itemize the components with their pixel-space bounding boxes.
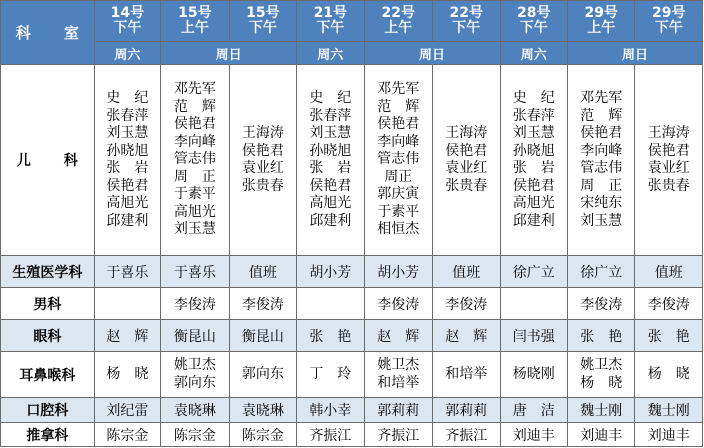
duty-cell: 陈宗金 [229, 423, 296, 447]
dept-column-header: 科 室 [1, 1, 95, 65]
doctor-name: 姚卫杰 [173, 357, 216, 373]
doctor-name: 刘玉慧 [512, 125, 555, 141]
doctor-name: 王海涛 [241, 125, 284, 141]
doctor-list-cell [500, 65, 567, 256]
doctor-name: 侯艳君 [106, 177, 149, 194]
doctor-name: 王海涛 [647, 125, 690, 141]
duty-cell: 张 艳 [635, 320, 703, 352]
doctor-name: 侯艳君 [241, 142, 284, 159]
date-header-cell: 14号 下午 [94, 1, 160, 42]
duty-cell: 值班 [229, 256, 296, 288]
doctor-name: 郭庆寅 [377, 186, 420, 203]
doctor-name: 管志伟 [377, 151, 420, 168]
dept-label-andrology: 男科 [1, 288, 95, 320]
doctor-name: 和培举 [377, 374, 420, 391]
doctor-name: 杨晓刚 [512, 365, 555, 382]
table-row-stomatology [1, 398, 703, 423]
duty-cell [297, 288, 364, 320]
duty-cell: 闫书强 [500, 320, 567, 352]
doctor-name: 刘玉慧 [106, 125, 149, 141]
duty-cell: 齐振江 [297, 423, 364, 447]
duty-cell: 魏士刚 [635, 398, 703, 423]
doctor-name: 侯艳君 [309, 177, 352, 194]
dept-label-pediatrics: 儿 科 [1, 65, 95, 256]
ent-cell [567, 352, 634, 398]
doctor-name: 张春萍 [309, 107, 352, 124]
doctor-name: 史 纪 [512, 90, 555, 106]
weekday-header-cell: 周六 [94, 42, 160, 65]
doctor-name: 史 纪 [309, 90, 352, 106]
ent-cell [433, 352, 500, 398]
ent-cell [229, 352, 296, 398]
date-header-cell: 22号 上午 [364, 1, 432, 42]
doctor-name: 袁业红 [647, 160, 690, 176]
date-header-cell: 29号 下午 [635, 1, 703, 42]
date-header-cell: 21号 下午 [297, 1, 364, 42]
doctor-name: 李向峰 [580, 142, 623, 159]
doctor-name: 周正 [384, 168, 413, 185]
doctor-name: 张 岩 [512, 160, 555, 176]
doctor-name: 刘玉慧 [580, 212, 623, 229]
weekday-header-cell: 周日 [364, 42, 500, 65]
ent-cell [94, 352, 160, 398]
duty-cell [94, 288, 160, 320]
doctor-name: 周 正 [580, 177, 623, 194]
table-row-pediatrics [1, 65, 703, 256]
doctor-name: 侯艳君 [173, 116, 216, 133]
duty-cell: 胡小芳 [364, 256, 432, 288]
doctor-name: 孙晓旭 [106, 142, 149, 159]
doctor-list-cell [229, 65, 296, 256]
doctor-name: 范 辉 [580, 107, 623, 124]
duty-cell: 魏士刚 [567, 398, 634, 423]
duty-cell: 赵 辉 [364, 320, 432, 352]
ent-cell [161, 352, 229, 398]
doctor-name: 丁 玲 [309, 365, 352, 382]
doctor-name: 范 辉 [173, 98, 216, 115]
duty-cell: 郭莉莉 [433, 398, 500, 423]
dept-label-ent: 耳鼻喉科 [1, 352, 95, 398]
doctor-name: 高旭光 [106, 195, 149, 211]
doctor-name: 于素平 [173, 186, 216, 203]
duty-cell: 齐振江 [364, 423, 432, 447]
dept-label-stomatology: 口腔科 [1, 398, 95, 423]
duty-cell: 陈宗金 [94, 423, 160, 447]
doctor-name: 邓先军 [377, 81, 420, 98]
duty-cell: 齐振江 [433, 423, 500, 447]
ent-cell [297, 352, 364, 398]
doctor-list-cell [567, 65, 634, 256]
duty-cell: 徐广立 [500, 256, 567, 288]
doctor-list-cell [635, 65, 703, 256]
doctor-name: 周 正 [173, 168, 216, 185]
table-row-ophthalmology [1, 320, 703, 352]
duty-cell: 李俊涛 [433, 288, 500, 320]
doctor-name: 孙晓旭 [512, 142, 555, 159]
doctor-name: 张春萍 [106, 107, 149, 124]
doctor-name: 侯艳君 [512, 177, 555, 194]
doctor-name: 张贵春 [445, 177, 488, 194]
doctor-name: 侯艳君 [580, 125, 623, 141]
duty-cell: 陈宗金 [161, 423, 229, 447]
table-row-andrology [1, 288, 703, 320]
weekday-header-cell: 周日 [161, 42, 297, 65]
duty-cell: 刘纪雷 [94, 398, 160, 423]
doctor-name: 和培举 [445, 365, 488, 382]
duty-cell: 衡昆山 [229, 320, 296, 352]
doctor-list-cell [433, 65, 500, 256]
duty-cell: 袁晓琳 [161, 398, 229, 423]
duty-cell: 张 艳 [567, 320, 634, 352]
header-date-row [1, 1, 703, 42]
doctor-name: 张 岩 [106, 160, 149, 176]
duty-cell: 胡小芳 [297, 256, 364, 288]
doctor-name: 侯艳君 [647, 142, 690, 159]
date-header-cell: 28号 下午 [500, 1, 567, 42]
doctor-name: 李向峰 [173, 133, 216, 150]
duty-cell: 李俊涛 [229, 288, 296, 320]
doctor-name: 郭向东 [173, 374, 216, 391]
duty-cell: 衡昆山 [161, 320, 229, 352]
dept-label-tuina: 推拿科 [1, 423, 95, 447]
doctor-name: 杨 晓 [647, 365, 690, 382]
duty-cell: 赵 辉 [94, 320, 160, 352]
doctor-name: 王海涛 [445, 125, 488, 141]
doctor-name: 邓先军 [580, 90, 623, 106]
duty-cell: 袁晓琳 [229, 398, 296, 423]
doctor-name: 高旭光 [173, 203, 216, 220]
date-header-cell: 15号 上午 [161, 1, 229, 42]
duty-cell: 刘迪丰 [567, 423, 634, 447]
duty-cell: 刘迪丰 [635, 423, 703, 447]
doctor-name: 范 辉 [377, 98, 420, 115]
duty-cell: 韩小幸 [297, 398, 364, 423]
duty-cell: 赵 辉 [433, 320, 500, 352]
duty-cell: 值班 [433, 256, 500, 288]
table-row-tuina [1, 423, 703, 447]
weekday-header-cell: 周六 [297, 42, 364, 65]
doctor-list-cell [161, 65, 229, 256]
ent-cell [364, 352, 432, 398]
duty-cell: 于喜乐 [161, 256, 229, 288]
ent-cell [500, 352, 567, 398]
doctor-name: 相恒杰 [377, 221, 420, 238]
duty-cell: 张 艳 [297, 320, 364, 352]
doctor-name: 宋纯东 [580, 195, 623, 211]
doctor-name: 郭向东 [241, 365, 284, 382]
doctor-name: 张贵春 [647, 177, 690, 194]
doctor-name: 侯艳君 [377, 116, 420, 133]
doctor-name: 邱建利 [512, 212, 555, 229]
doctor-name: 张贵春 [241, 177, 284, 194]
table-row-reproductive [1, 256, 703, 288]
duty-cell: 李俊涛 [567, 288, 634, 320]
dept-label-ophthalmology: 眼科 [1, 320, 95, 352]
duty-cell: 李俊涛 [635, 288, 703, 320]
doctor-list-cell [364, 65, 432, 256]
weekday-header-cell: 周日 [567, 42, 702, 65]
table-row-ent [1, 352, 703, 398]
doctor-name: 邱建利 [106, 212, 149, 229]
duty-cell: 值班 [635, 256, 703, 288]
doctor-name: 姚卫杰 [377, 357, 420, 373]
duty-cell: 于喜乐 [94, 256, 160, 288]
doctor-name: 于素平 [377, 203, 420, 220]
duty-cell: 郭莉莉 [364, 398, 432, 423]
duty-cell [500, 288, 567, 320]
duty-cell: 唐 洁 [500, 398, 567, 423]
doctor-name: 邱建利 [309, 212, 352, 229]
duty-cell: 李俊涛 [364, 288, 432, 320]
doctor-name: 袁业红 [241, 160, 284, 176]
dept-label-reproductive: 生殖医学科 [1, 256, 95, 288]
doctor-name: 高旭光 [512, 195, 555, 211]
doctor-list-cell [297, 65, 364, 256]
doctor-name: 张春萍 [512, 107, 555, 124]
doctor-name: 杨 晓 [580, 374, 623, 391]
date-header-cell: 22号 下午 [433, 1, 500, 42]
duty-cell: 徐广立 [567, 256, 634, 288]
doctor-name: 张 岩 [309, 160, 352, 176]
doctor-name: 姚卫杰 [580, 357, 623, 373]
ent-cell [635, 352, 703, 398]
duty-cell: 李俊涛 [161, 288, 229, 320]
doctor-name: 邓先军 [173, 81, 216, 98]
date-header-cell: 29号 上午 [567, 1, 634, 42]
doctor-name: 管志伟 [173, 151, 216, 168]
doctor-name: 侯艳君 [445, 142, 488, 159]
date-header-cell: 15号 下午 [229, 1, 296, 42]
doctor-name: 史 纪 [106, 90, 149, 106]
duty-cell: 刘迪丰 [500, 423, 567, 447]
doctor-list-cell [94, 65, 160, 256]
doctor-name: 孙晓旭 [309, 142, 352, 159]
doctor-name: 袁业红 [445, 160, 488, 176]
doctor-name: 刘玉慧 [309, 125, 352, 141]
doctor-name: 管志伟 [580, 160, 623, 176]
doctor-name: 李向峰 [377, 133, 420, 150]
doctor-name: 杨 晓 [106, 365, 149, 382]
weekday-header-cell: 周六 [500, 42, 567, 65]
header-weekday-row [1, 42, 703, 65]
doctor-name: 高旭光 [309, 195, 352, 211]
doctor-name: 刘玉慧 [173, 221, 216, 238]
